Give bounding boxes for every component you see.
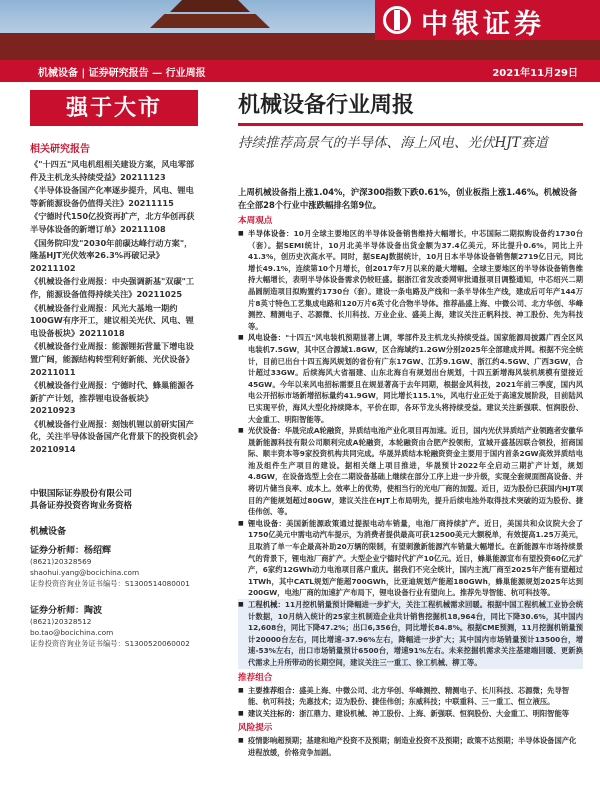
point-text: "十四五"风电装机预期显著上调，零部件及主机龙头持续受益。国家能源局披露广西全区风电装机7.5GW，其中区合源域1.8GW，区合海域约1.2GW分别2025年全部建成并网。根据不完全统计，目前已出台十四五海风规划的省份有广东17GW、江苏9.1GW、浙江约4.5GW、广西3GW，合计超过33GW。后续海风大省福建、山东北海自有规划出台规划，十四五新增海风装机规模有望接近45GW。今年以来风电招标需要且在规显著高于去年同期，根据金风科技，2021年前三季度，国内风电公开招标市场新增招标量约41.9GW，同比增长115.1%，风电行业正处于高速发展阶段，目前陆风已实现平价，海风大型化持续降本，平价在即，各环节龙头将持续受益。建议关注新强联、恒润股份、大金重工、明阳智能等。	[248, 333, 583, 424]
industry-block	[30, 524, 198, 649]
point-text: 华晟完成A轮融资，异质结电池产业化项目再加速。近日，国内光伏异质结产业领跑者安徽华晟新能源科技有限公司顺利完成A轮融资，本轮融资由合肥产投领衔，宣城开盛基因联合领投，招商国际、顺丰资本等9家投资机构共同完成。华晟异质结本轮融资资金主要用于国内首条2GW高效异质结电池及组件生产项目的建设。据相关继上项目推进，华晟预计2022年全启动三期扩产计划，规划4.8GW，在设备选型上会在二期设备基础上继续在部分工序上进一步升级，实现全套规面图高设备、并将切片储当良率、成本上。效率上的优势，使相当行的光电厂商的加盟。近日，迈为股份已获国内HJT项目的产能规划超过80GW，建议关注在HJT上布局明先，提升后续电池外取得技术突破的迈为股份、捷佳伟创、等。	[248, 426, 583, 517]
analyst-name: 证券分析师：陶波	[30, 606, 103, 616]
risk-text: 疫情影响超预期；基建和地产投资不及预期；制造业投资不及预期；政策不达预期；半导体设备国产化进程放缓，价格竞争加剧。	[248, 736, 577, 757]
org-qualification: 具备证券投资咨询业务资格	[30, 501, 133, 511]
brand-logo	[375, 0, 600, 40]
analyst-name: 证券分析师：杨绍辉	[30, 546, 112, 556]
brand-name: 中银证券	[421, 9, 545, 40]
report-category: 机械设备 | 证券研究报告 — 行业周报	[38, 68, 206, 79]
section-heading-recommendations: 推荐组合	[238, 672, 273, 683]
point-item	[238, 518, 583, 599]
point-text: 10月全球主要地区的半导体设备销售维持大幅增长，中芯国际二期拟购设备约1730台（套）。据SEMI统计，10月北美半导体设备出货金额为37.4亿美元，环比提升0.6%，同比上升41.3%，创历史次高水平。同时，据SEAJ数据统计，10月日本半导体设备销售额2719亿日元，同比增长49.1%，连续第10个月增长，创2017年7月以来的最大增幅。全球主要地区的半导体设备销售维持大幅增长，表明半导体设备需求仍较旺盛。据浙江省发改委网审批通报项目调整通知，中芯绍兴二期晶圆制造项目拟购置约1730台（套）。建设一条电路及产线和一条半导体生产线，建成后可年产144万片8英寸特色工艺集成电路和120万片6英寸化合物半导体。推荐晶盛上海、中微公司、北方华创、华峰测控、精测电子、芯源微、长川科技、万业企业、盛美上海，建议关注正帆科技、神工股份、先为科技等。	[248, 229, 583, 331]
related-report-item[interactable]: 《机械设备行业周报：能源锂拓营量下增电设置广阔，能源结构转型利好新能、光伏设备》20211011	[30, 341, 194, 377]
title-block	[238, 88, 583, 154]
palace-image	[170, 0, 250, 12]
analyst-phone: (8621)20328569	[30, 557, 92, 566]
recommendation-lead: 主要推荐组合：	[248, 685, 300, 695]
related-report-item[interactable]: 《半导体设备国产化率逐步提升，风电、锂电等新能源设备仍值得关注》20211115	[30, 185, 194, 208]
recommendation-text: 浙江鼎力、建设机械、神工股份、上海、新强联、恒润股份、大金重工、明阳智能等	[299, 708, 570, 718]
recommendation-text: 盛美上海、中微公司、北方华创、华峰测控、精测电子、长川科技、芯源微；先导智能、杭可科技；先惠技术；迈为股份、捷佳伟创；东威科技；中联重科、三一重工、恒立液压。	[248, 685, 570, 707]
related-reports-title: 相关研究报告	[30, 144, 90, 155]
boc-logo-icon	[383, 6, 411, 34]
related-report-item[interactable]: 《机械设备行业周报：宁德时代、蜂巢能源各新扩产计划，推荐锂电设备板块》20210923	[30, 380, 194, 416]
point-lead: 工程机械：	[248, 600, 285, 609]
point-item	[238, 228, 583, 332]
risk-item	[238, 735, 583, 758]
recommendation-item	[238, 708, 583, 720]
section-heading-risks: 风险提示	[238, 723, 273, 734]
analyst-section	[30, 488, 198, 649]
point-text: 美国新能源政策通过提振电动车销量，电池厂商持续扩产。近日，美国共和众议院大会了1750亿美元中需电动汽车提示，为消费者提供最高可获12500美元大额税单，有效提高1.25万美元，且取消了单一车企最高补助20万辆的限制，有望刺激新能源汽车销量大幅增长。在新能源车市场持续景气的背景下，锂电池厂商扩产。大型企业宁德时代扩产10亿元。近日，蜂巢能源宣布有望投资60亿元扩产，6家约12GWh动力电池项目落户重庆。据我们不完全统计，国内主流厂商至2025年产能有望超过1TWh，其中CATL规划产能超700GWh，比亚迪规划产能超180GWh，蜂巢能源规划2025年达到200GW，电池厂商的加速扩产布局下，锂电设备行业有望向上。推荐先导智能、杭可科技等。	[248, 518, 584, 598]
org-name: 中银国际证券股份有限公司	[30, 489, 133, 499]
analyst-license: 证券投资咨询业务证书编号：S1300514080001	[30, 579, 190, 588]
related-report-item[interactable]: 《"十四五"风电机组相关建设方案，风电零部件及主机龙头持续受益》20211123	[30, 159, 195, 182]
report-body	[238, 186, 583, 759]
point-item	[238, 332, 583, 425]
analyst-email[interactable]: bo.tao@bocichina.com	[30, 628, 114, 637]
point-item	[238, 599, 583, 669]
page-title: 机械设备行业周报	[238, 92, 415, 118]
point-lead: 光伏设备：	[248, 426, 285, 436]
subheader-bar	[0, 60, 600, 82]
point-lead: 风电设备：	[248, 333, 286, 343]
point-lead: 锂电设备：	[248, 518, 287, 528]
related-report-item[interactable]: 《机械设备行业周报：刻蚀机锂以前研实国产化，关注半导体设备国产化背景下的投资机会》20210914	[30, 418, 198, 455]
related-reports-list	[30, 158, 198, 456]
related-report-item[interactable]: 《机械设备行业周报：风光大基地一期约100GW有序开工，建议相关光伏、风电、锂电设备板块》20211018	[30, 302, 194, 338]
related-report-item[interactable]: 《国务院印发"2030年前碳达峰行动方案"，隆基HJT光伏效率26.3%再破记录》20211102	[30, 237, 193, 273]
title-divider	[238, 123, 583, 126]
point-lead: 半导体设备：	[248, 229, 294, 238]
header-banner	[0, 0, 600, 60]
left-column	[30, 90, 198, 457]
analyst-phone: (8621)20328512	[30, 617, 92, 626]
point-text: 11月挖机销量预计降幅进一步扩大，关注工程机械需求回暖。根据中国工程机械工业协会统计数据，10月纳入统计的25家主机制造企业共计销售挖掘机18,964台，同比下降30.6%，其中国内12,608台，同比下降47.2%；出口6,356台，同比增长84.8%。根据CME预测，11月挖掘机销量预计20000台左右，同比增速-37.96%左右，降幅进一步扩大；其中国内市场销量预计13500台，增速-53%左右，出口市场销量预计6500台，增速91%左右。未来挖掘机需求关注基建端回暖、更新换代需求上升所带动的长期空间，建议关注三一重工、徐工机械、柳工等。	[248, 600, 584, 667]
rating-badge: 强于大市	[30, 90, 198, 126]
point-item	[238, 425, 583, 518]
recommendation-lead: 建议关注标的：	[248, 708, 300, 718]
related-report-item[interactable]: 《宁德时代150亿投资再扩产，北方华创再获半导体设备的新增订单》20211108	[30, 211, 195, 234]
page-subtitle: 持续推荐高景气的半导体、海上风电、光伏HJT赛道	[238, 135, 548, 151]
analyst-license: 证券投资咨询业务证书编号：S1300520060002	[30, 639, 190, 648]
industry-label: 机械设备	[30, 527, 67, 537]
recommendation-item	[238, 685, 583, 708]
section-heading-points: 本周观点	[238, 216, 273, 226]
report-date: 2021年11月29日	[492, 68, 578, 79]
related-report-item[interactable]: 《机械设备行业周报：中央强调新基"双碳"工作，能源设备值得持续关注》20211025	[30, 276, 195, 299]
summary-paragraph: 上周机械设备指上涨1.04%，沪深300指数下跌0.61%，创业板指上涨1.46%。机械设备在全部28个行业中涨跌幅排名第9位。	[238, 187, 578, 210]
analyst-email[interactable]: shaohui.yang@bocichina.com	[30, 568, 140, 577]
